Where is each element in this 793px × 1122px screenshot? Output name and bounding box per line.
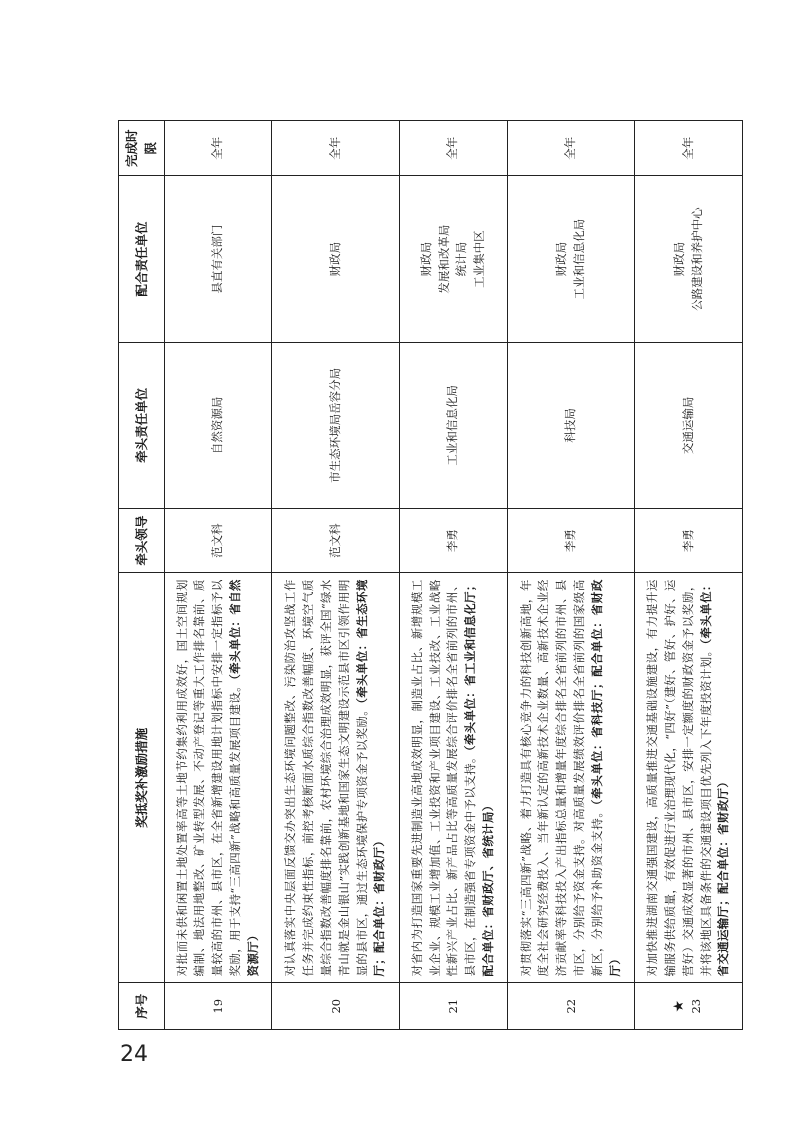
deadline-cell: 全年 [400, 121, 508, 176]
leader-cell: 范文科 [272, 509, 400, 573]
row-number [507, 983, 635, 1030]
lead-unit-cell: 工业和信息化局 [400, 342, 508, 508]
support-unit-line: 县直有关部门 [210, 224, 225, 294]
measure-lead-text: （牵头单位：省生态环境厅；配合单位：省财政厅） [354, 579, 387, 977]
measure-lead-text: （牵头单位：省自然资源厅） [227, 579, 260, 977]
lead-unit-cell: 自然资源局 [164, 342, 272, 508]
row-number [272, 983, 400, 1030]
rotated-table-frame [118, 120, 743, 1030]
table-row [507, 121, 635, 1030]
table-row [635, 121, 743, 1030]
lead-unit-cell: 交通运输局 [635, 342, 743, 508]
support-unit-cell [635, 176, 743, 342]
leader-cell: 李勇 [400, 509, 508, 573]
table-row [164, 121, 272, 1030]
support-unit-cell [507, 176, 635, 342]
support-unit-line: 统计局 [454, 241, 469, 277]
row-number [635, 983, 743, 1030]
deadline-cell: 全年 [635, 121, 743, 176]
row-number-text: 19 [211, 998, 226, 1014]
measure-text: 对认真落实中央层面反馈交办突出生态环境问题整改、污染防治攻坚战工作任务并完成约束性指标，前控考核断面水质综合指数改善幅度、环境空气质量综合指数改善幅度排名靠前，农村环境综合治理成效明显，获评全国“绿水青山就是金山银山”实践创新基地和国家生态文明建设示范县市区引领作用明显的县市区，通过生态环境保护专项资金予以奖励。 [283, 579, 369, 977]
row-number [164, 983, 272, 1030]
header-measure: 奖抵奖补激励措施 [119, 573, 165, 983]
lead-unit-cell: 市生态环境局岳容分局 [272, 342, 400, 508]
measure-cell [164, 573, 272, 983]
measure-cell [507, 573, 635, 983]
table-row [400, 121, 508, 1030]
row-number [400, 983, 508, 1030]
leader-cell: 李勇 [635, 509, 743, 573]
deadline-cell: 全年 [272, 121, 400, 176]
table-header-row [119, 121, 165, 1030]
measure-text: 对省内为打造国家重要先进制造业高地成效明显，制造业占比、新增规模工业企业、规模工业增加值、工业投资和产业项目建设、工业技改、工业战略性新兴产业占比、新产品占比等高质量发展综合评价排名全省前列的市州、县市区，在制造强省专项资金中予以支持。 [409, 579, 478, 977]
support-unit-line: 财政局 [327, 241, 342, 277]
support-unit-line: 工业和信息化局 [572, 218, 586, 300]
row-number-text: 20 [328, 998, 343, 1014]
measure-lead-text: （牵头单位：省交通运输厅；配合单位：省财政厅） [698, 579, 731, 977]
support-unit-line: 公路建设和养护中心 [689, 207, 704, 311]
measure-cell [635, 573, 743, 983]
measure-cell [400, 573, 508, 983]
header-no: 序号 [119, 983, 165, 1030]
leader-cell: 范文科 [164, 509, 272, 573]
support-unit-line: 发展和改革局 [436, 224, 451, 294]
table-row [272, 121, 400, 1030]
measure-text: 对批而未供和闲置土地处置率高等土地节约集约利用成效好，国土空间规划编制、地法用地整改、矿业转型发展、不动产登记等重大工作排名靠前、质量较高的市州、县市区，在全省新增建设用地计划指标中安排一定指标予以奖励，用于支持“三高四新”战略和高质量发展项目建设。 [174, 579, 242, 977]
measure-lead-text: （牵头单位：省科技厅；配合单位：省财政厅） [589, 579, 622, 977]
header-lead-unit: 牵头责任单位 [119, 342, 165, 508]
deadline-cell: 全年 [507, 121, 635, 176]
leader-cell: 李勇 [507, 509, 635, 573]
row-number-text: 22 [564, 998, 579, 1014]
measure-cell [272, 573, 400, 983]
support-unit-cell [272, 176, 400, 342]
header-support-unit: 配合责任单位 [119, 176, 165, 342]
page-number: 24 [120, 1042, 148, 1067]
header-leader: 牵头领导 [119, 509, 165, 573]
header-deadline: 完成时限 [119, 121, 165, 176]
lead-unit-cell: 科技局 [507, 342, 635, 508]
support-unit-cell [164, 176, 272, 342]
measure-text: 对加快推进湖南交通强国建设，高质量推进交通基础设施建设，有力提升运输服务供给质量，有效促进行业治理现代化，“四好”（建好、管好、护好、运营好）交通成效显著的市州、县市区，安排一定额度的财政资金予以奖励，并将该地区具备条件的交通建设项目优先列入下年度投资计划。 [645, 579, 713, 977]
star-icon: ★ [670, 999, 687, 1013]
row-number-text: 21 [446, 998, 461, 1014]
measure-text: 对贯彻落实“三高四新”战略、着力打造具有核心竞争力的科技创新高地，年度全社会研究经费投入、当年新认定的高新技术企业数量、高新技术企业经济贡献率等科技投入产出指标总量和增量年度综合排名全省前列的市州、县市区，分别给予资金支持。对高质量发展绩效评价排名全省前列的国家级高新区，分别给予补助资金支持。 [518, 579, 604, 977]
support-unit-line: 财政局 [418, 241, 433, 277]
measures-table [118, 120, 743, 1030]
support-unit-line: 财政局 [671, 241, 686, 277]
row-number-text: 23 [688, 998, 703, 1014]
support-unit-line: 财政局 [554, 241, 569, 277]
support-unit-line: 工业集中区 [472, 230, 487, 288]
measure-lead-text: （牵头单位：省工业和信息化厅；配合单位：省财政厅、省统计局） [463, 579, 496, 977]
deadline-cell: 全年 [164, 121, 272, 176]
support-unit-cell [400, 176, 508, 342]
